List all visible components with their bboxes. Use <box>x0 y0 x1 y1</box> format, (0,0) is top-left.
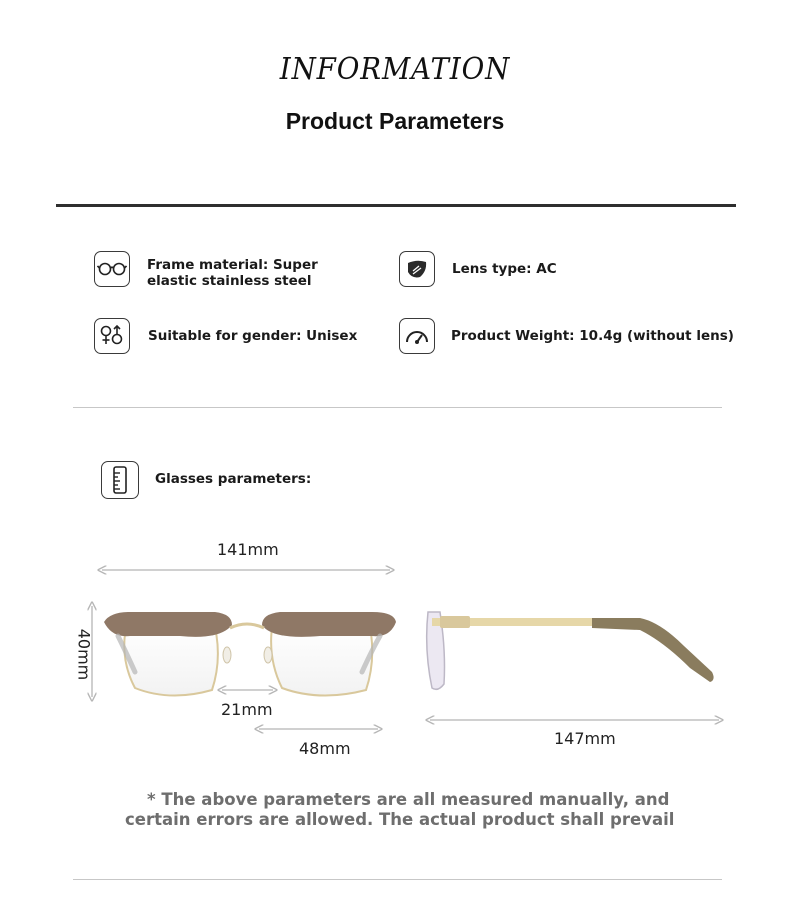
gender-icon <box>94 318 130 354</box>
glasses-icon <box>94 251 130 287</box>
left-lens <box>124 627 218 696</box>
ruler-icon <box>101 461 139 499</box>
section-divider <box>73 407 722 408</box>
lens-icon <box>399 251 435 287</box>
dim-temple-length: 147mm <box>554 729 616 748</box>
dim-frame-width: 141mm <box>217 540 279 559</box>
dim-lens-height: 40mm <box>74 628 94 681</box>
dim-bridge-width: 21mm <box>221 700 273 719</box>
right-lens <box>271 627 372 696</box>
side-temple-tip <box>592 618 714 682</box>
glasses-parameters-label: Glasses parameters: <box>155 471 312 487</box>
brand-wordmark: INFORMATION <box>279 52 511 87</box>
right-nose-pad <box>264 647 272 663</box>
spec-frame-material: Frame material: Super elastic stainless steel <box>147 257 318 289</box>
bridge <box>230 624 264 628</box>
header-divider <box>56 204 736 207</box>
note-line-2: certain errors are allowed. The actual product shall prevail <box>125 810 675 829</box>
spec-gender: Suitable for gender: Unisex <box>148 328 358 344</box>
weight-gauge-icon <box>399 318 435 354</box>
glasses-diagram <box>0 555 790 755</box>
left-browline <box>104 612 232 637</box>
spec-weight: Product Weight: 10.4g (without lens) <box>451 328 734 344</box>
spec-lens-type: Lens type: AC <box>452 261 557 277</box>
right-browline <box>262 612 396 637</box>
page-title: Product Parameters <box>285 108 505 134</box>
dim-lens-width: 48mm <box>299 739 351 758</box>
bottom-divider <box>73 879 722 880</box>
note-line-1: * The above parameters are all measured manually, and <box>147 790 670 809</box>
left-nose-pad <box>223 647 231 663</box>
